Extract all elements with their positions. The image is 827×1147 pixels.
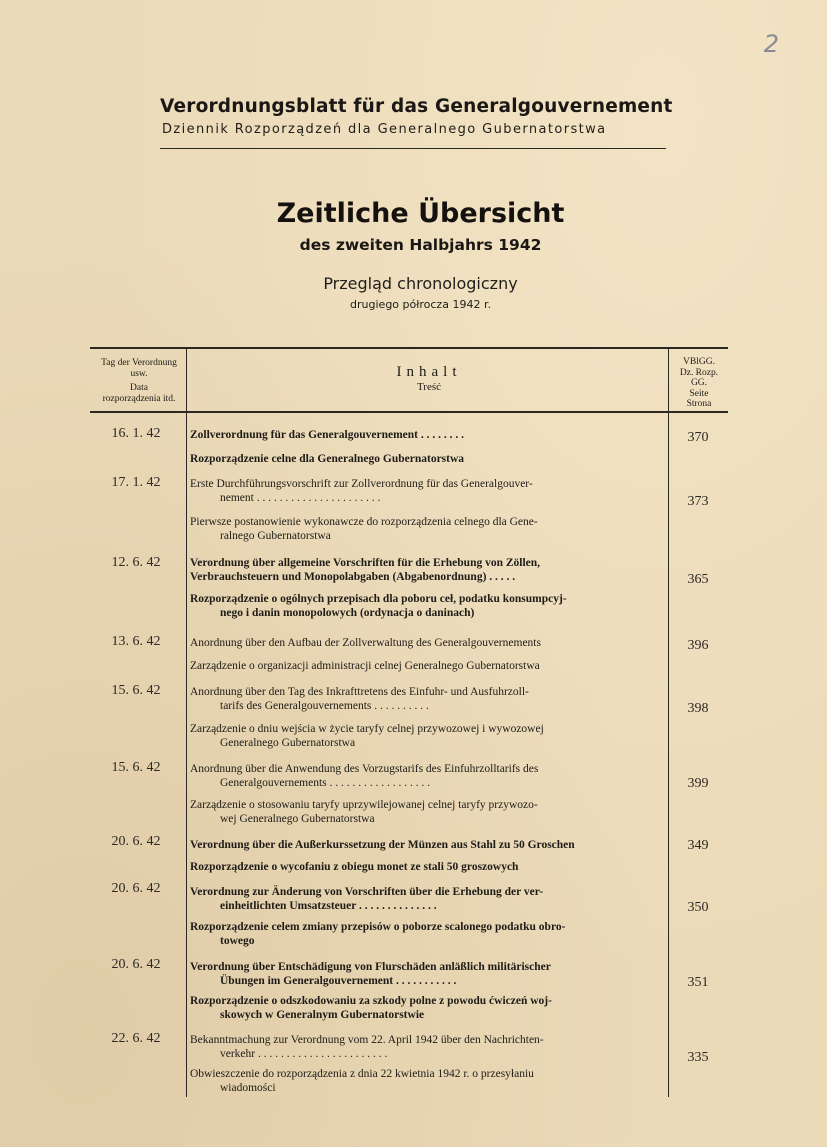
entry-text-pl: Rozporządzenie o wycofaniu z obiegu monet ze stali 50 groszowych — [190, 861, 519, 873]
entry-text-de — [190, 1034, 660, 1061]
entry-page: 335 — [687, 1050, 709, 1065]
entry-line: Generalnego Gubernatorstwa — [220, 736, 356, 749]
entry-text-pl — [190, 1068, 660, 1095]
masthead-title-pl: Dziennik Rozporządzeń dla Generalnego Gubernatorstwa — [162, 122, 607, 137]
entry-text-de — [190, 886, 660, 913]
entry-text-de: Verordnung über die Außerkurssetzung der Münzen aus Stahl zu 50 Groschen — [190, 839, 575, 851]
masthead-rule — [160, 148, 666, 149]
entry-text-de — [190, 961, 660, 988]
column-header-content — [190, 364, 668, 393]
entry-line: Zarządzenie o dniu wejścia w życie taryfy celnej przywozowej i wywozowej — [190, 723, 544, 735]
column-header-content-de: Inhalt — [396, 364, 462, 380]
column-divider-left — [186, 347, 187, 1097]
page-title: Zeitliche Übersicht — [276, 198, 565, 229]
entry-date: 20. 6. 42 — [111, 834, 161, 849]
entry-line: einheitlichten Umsatzsteuer . . . . . . . . . . . . . . — [220, 899, 437, 912]
entry-line: nego i danin monopolowych (ordynacja o daninach) — [220, 606, 475, 619]
entry-line: tarifs des Generalgouvernements . . . . . . . . . . — [220, 699, 429, 712]
page-subtitle: des zweiten Halbjahrs 1942 — [299, 236, 542, 254]
entry-text-pl — [190, 593, 660, 620]
entry-text-de: Anordnung über den Aufbau der Zollverwaltung des Generalgouvernements — [190, 637, 541, 649]
column-header-page — [670, 357, 728, 410]
entry-line: Zarządzenie o stosowaniu taryfy uprzywilejowanej celnej taryfy przywozo- — [190, 799, 538, 811]
column-divider-right — [668, 347, 669, 1097]
entry-line: Rozporządzenie o ogólnych przepisach dla poboru ceł, podatku konsumpcyj- — [190, 593, 567, 605]
entry-page: 365 — [687, 572, 709, 587]
page-title-pl: Przegląd chronologiczny — [323, 274, 518, 293]
entry-line: towego — [220, 934, 255, 947]
entry-line: Bekanntmachung zur Verordnung vom 22. April 1942 über den Nachrichten- — [190, 1034, 544, 1046]
entry-text-de — [190, 763, 660, 790]
entry-line: Erste Durchführungsvorschrift zur Zollverordnung für das Generalgouver- — [190, 478, 533, 490]
entry-line: Obwieszczenie do rozporządzenia z dnia 22 kwietnia 1942 r. o przesyłaniu — [190, 1068, 534, 1080]
entry-page: 370 — [687, 430, 709, 445]
entry-date: 20. 6. 42 — [111, 957, 161, 972]
entry-line: Pierwsze postanowienie wykonawcze do rozporządzenia celnego dla Gene- — [190, 516, 538, 528]
entry-page: 351 — [687, 975, 709, 990]
entry-date: 16. 1. 42 — [111, 426, 161, 441]
entry-line: Verbrauchsteuern und Monopolabgaben (Abgabenordnung) . . . . . — [190, 570, 516, 583]
entry-text-pl — [190, 799, 660, 826]
entry-date: 20. 6. 42 — [111, 881, 161, 896]
entry-text-de — [190, 478, 660, 505]
entry-date: 12. 6. 42 — [111, 555, 161, 570]
entry-line: Verordnung zur Änderung von Vorschriften über die Erhebung der ver- — [190, 886, 544, 898]
column-header-content-pl: Treść — [416, 381, 442, 393]
entry-date: 17. 1. 42 — [111, 475, 161, 490]
entry-line: verkehr . . . . . . . . . . . . . . . . . . . . . . . — [220, 1047, 388, 1060]
entry-line: Übungen im Generalgouvernement . . . . . . . . . . . — [220, 974, 457, 987]
column-header-date — [92, 358, 186, 405]
entry-line: Verordnung über Entschädigung von Flurschäden anläßlich militärischer — [190, 961, 551, 973]
masthead-title-de: Verordnungsblatt für das Generalgouvernement — [160, 96, 673, 117]
entry-page: 350 — [687, 900, 709, 915]
entry-line: ralnego Gubernatorstwa — [220, 529, 331, 542]
entry-line: Verordnung über allgemeine Vorschriften für die Erhebung von Zöllen, — [190, 557, 541, 569]
column-header-date-de-1: Tag der Verordnung — [101, 358, 177, 368]
column-header-date-pl-1: Data — [130, 383, 148, 393]
entry-page: 373 — [687, 494, 709, 509]
entry-text-de — [190, 686, 660, 713]
entry-date: 13. 6. 42 — [111, 634, 161, 649]
entry-page: 399 — [687, 776, 709, 791]
entry-line: Rozporządzenie celem zmiany przepisów o poborze scalonego podatku obro- — [190, 921, 566, 933]
entry-line: Rozporządzenie o odszkodowaniu za szkody polne z powodu ćwiczeń woj- — [190, 995, 552, 1007]
entry-text-pl — [190, 921, 660, 948]
column-header-page-1: VBlGG. — [683, 357, 715, 367]
entry-line: Anordnung über den Tag des Inkrafttretens des Einfuhr- und Ausfuhrzoll- — [190, 686, 529, 698]
handwritten-page-number: 2 — [763, 30, 779, 58]
column-header-page-5: Strona — [686, 399, 712, 409]
entry-line: nement . . . . . . . . . . . . . . . . . . . . . . — [220, 491, 381, 504]
entry-line: Generalgouvernements . . . . . . . . . . . . . . . . . . — [220, 776, 431, 789]
entry-line: wej Generalnego Gubernatorstwa — [220, 812, 375, 825]
entry-date: 15. 6. 42 — [111, 683, 161, 698]
entry-date: 22. 6. 42 — [111, 1031, 161, 1046]
entry-text-pl — [190, 995, 660, 1022]
column-header-page-3: GG. — [690, 378, 708, 388]
entry-page: 398 — [687, 701, 709, 716]
entry-line: skowych w Generalnym Gubernatorstwie — [220, 1008, 425, 1021]
page-subtitle-pl: drugiego półrocza 1942 r. — [350, 298, 491, 311]
entry-line: Anordnung über die Anwendung des Vorzugstarifs des Einfuhrzolltarifs des — [190, 763, 539, 775]
column-header-page-4: Seite — [689, 388, 709, 399]
entry-text-de: Zollverordnung für das Generalgouvernement . . . . . . . . — [190, 429, 464, 441]
entry-page: 349 — [687, 838, 709, 853]
column-header-page-2: Dz. Rozp. — [679, 367, 719, 378]
column-header-date-pl-2: rozporządzenia itd. — [102, 394, 176, 404]
entry-page: 396 — [687, 638, 709, 653]
entry-text-de — [190, 557, 660, 584]
column-header-date-de-2: usw. — [130, 369, 148, 379]
entry-text-pl — [190, 723, 660, 750]
entry-text-pl: Rozporządzenie celne dla Generalnego Gubernatorstwa — [190, 453, 465, 465]
entry-text-pl: Zarządzenie o organizacji administracji celnej Generalnego Gubernatorstwa — [190, 660, 540, 672]
entry-line: wiadomości — [220, 1081, 276, 1094]
entry-date: 15. 6. 42 — [111, 760, 161, 775]
entry-text-pl — [190, 516, 660, 543]
